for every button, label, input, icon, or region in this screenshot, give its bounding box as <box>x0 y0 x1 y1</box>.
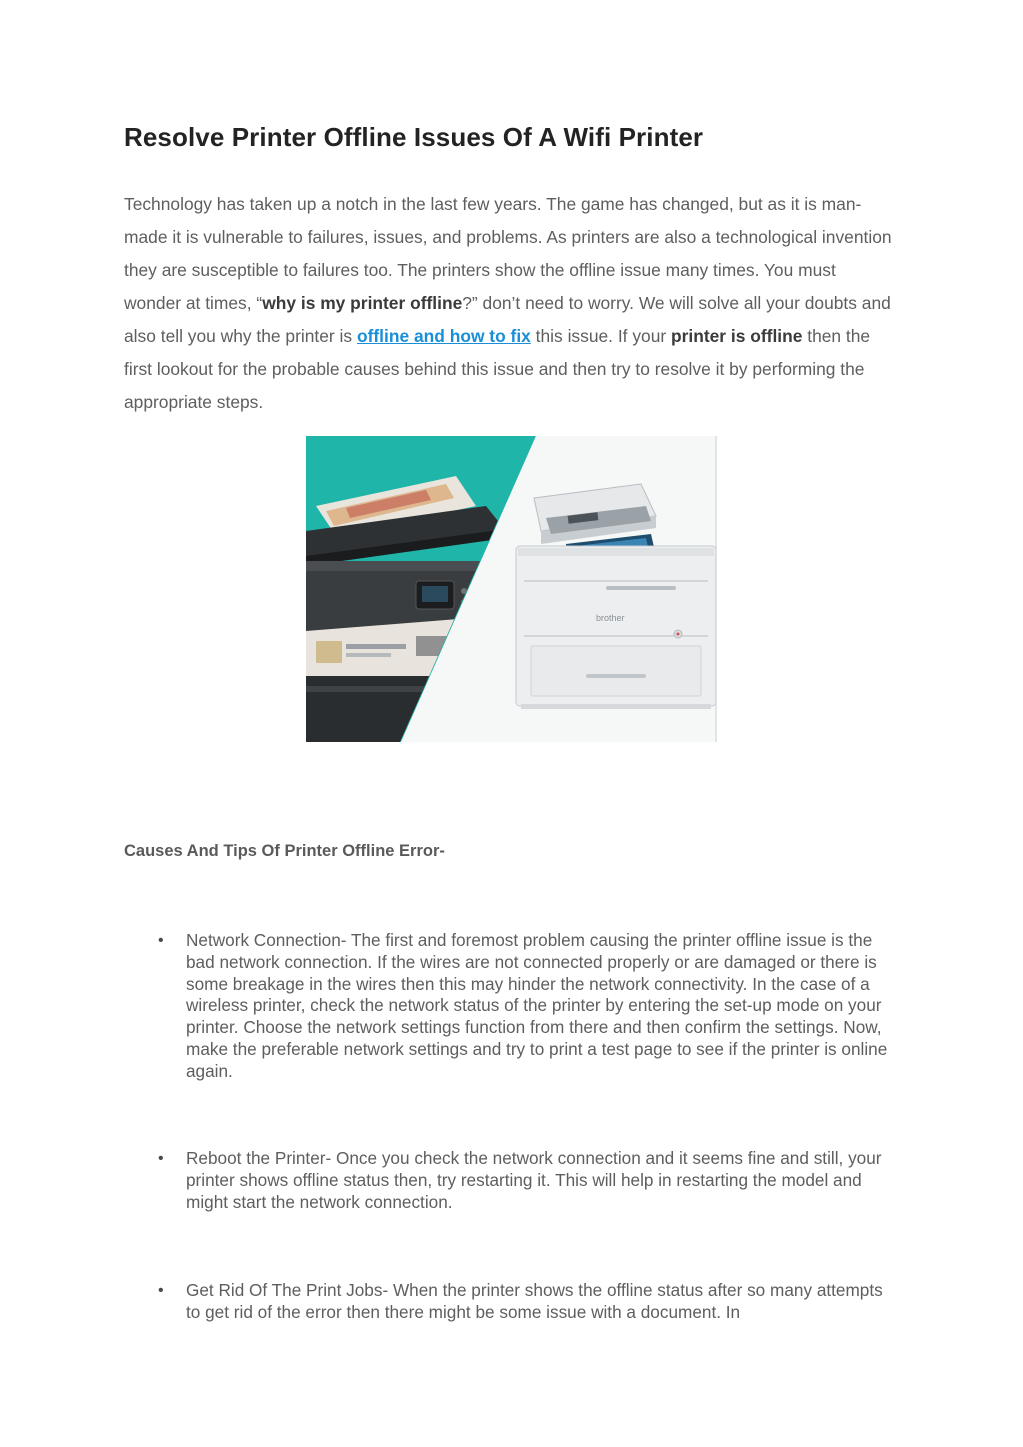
intro-text-3: this issue. If your <box>530 326 671 346</box>
printers-illustration <box>306 436 717 742</box>
intro-text-2: ?” don’t need to worry. We will solve all your doubts and also tell you why the printer is <box>124 293 891 346</box>
printers-image <box>306 436 717 742</box>
page-title: Resolve Printer Offline Issues Of A Wifi Printer <box>124 122 704 152</box>
bullet-icon: • <box>158 1282 164 1299</box>
tip-network-connection: Network Connection- The first and foremost problem causing the printer offline issue is the bad network connection. If the wires are not connected properly or are damaged or there is some breakage in the wires then this may hinder the network connectivity. In the case of a wireless printer, check the network status of the printer by entering the set-up mode on your printer. Choose the network settings function from there and then confirm the settings. Now, make the preferable network settings and try to print a test page to see if the printer is online again. <box>186 930 888 1081</box>
intro-paragraph <box>124 188 894 419</box>
brand-label: brother <box>596 613 625 623</box>
section-heading: Causes And Tips Of Printer Offline Error- <box>124 842 445 860</box>
tip-reboot-printer: Reboot the Printer- Once you check the network connection and it seems fine and still, your printer shows offline status then, try restarting it. This will help in restarting the model and might start the network connection. <box>186 1148 882 1212</box>
bullet-icon: • <box>158 1150 164 1167</box>
tip-print-jobs: Get Rid Of The Print Jobs- When the printer shows the offline status after so many attempts to get rid of the error then there might be some issue with a document. In <box>186 1280 883 1322</box>
intro-text-1: Technology has taken up a notch in the last few years. The game has changed, but as it is man-made it is vulnerable to failures, issues, and problems. As printers are also a technological invention they are susceptible to failures too. The printers show the offline issue many times. You must wonder at times, “ <box>124 194 892 313</box>
offline-fix-link[interactable]: offline and how to fix <box>356 326 531 346</box>
intro-bold-why-offline: why is my printer offline <box>262 293 463 313</box>
bullet-icon: • <box>158 932 164 949</box>
intro-bold-printer-offline: printer is offline <box>671 326 803 346</box>
intro-text-4: then the first lookout for the probable causes behind this issue and then try to resolve it by performing the appropriate steps. <box>124 326 871 412</box>
